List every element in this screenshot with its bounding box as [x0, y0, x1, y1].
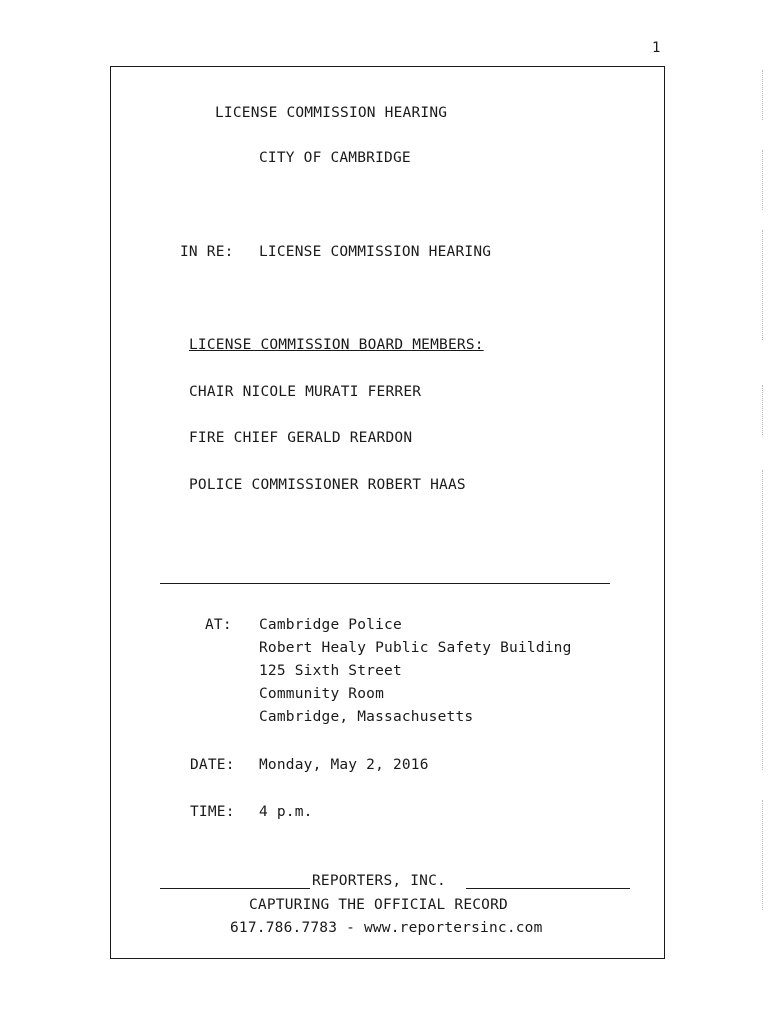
time-label: TIME:	[190, 804, 235, 820]
scan-artifact	[762, 385, 763, 435]
board-member-police-commissioner: POLICE COMMISSIONER ROBERT HAAS	[189, 477, 466, 493]
location-line-4: Community Room	[259, 686, 385, 702]
footer-rule-right	[466, 888, 630, 889]
location-line-3: 125 Sixth Street	[259, 663, 402, 679]
location-line-2: Robert Healy Public Safety Building	[259, 640, 572, 656]
scan-artifact	[762, 150, 763, 210]
footer-rule-left	[160, 888, 310, 889]
reporters-company-name: REPORTERS, INC.	[312, 873, 446, 889]
board-member-fire-chief: FIRE CHIEF GERALD REARDON	[189, 430, 413, 446]
page-number: 1	[652, 40, 661, 56]
section-divider	[160, 583, 610, 584]
board-members-heading: LICENSE COMMISSION BOARD MEMBERS:	[189, 337, 484, 353]
date-value: Monday, May 2, 2016	[259, 757, 429, 773]
in-re-label: IN RE:	[180, 244, 234, 260]
location-line-5: Cambridge, Massachusetts	[259, 709, 474, 725]
city-subtitle: CITY OF CAMBRIDGE	[259, 150, 411, 166]
board-member-chair: CHAIR NICOLE MURATI FERRER	[189, 384, 422, 400]
scan-artifact	[762, 470, 763, 770]
scan-artifact	[762, 70, 763, 120]
reporters-tagline: CAPTURING THE OFFICIAL RECORD	[249, 897, 508, 913]
time-value: 4 p.m.	[259, 804, 313, 820]
transcript-cover-frame	[110, 66, 665, 959]
in-re-value: LICENSE COMMISSION HEARING	[259, 244, 492, 260]
date-label: DATE:	[190, 757, 235, 773]
location-line-1: Cambridge Police	[259, 617, 402, 633]
hearing-title: LICENSE COMMISSION HEARING	[215, 105, 448, 121]
location-label: AT:	[205, 617, 232, 633]
scan-artifact	[762, 230, 763, 340]
reporters-contact: 617.786.7783 - www.reportersinc.com	[230, 920, 543, 936]
scan-artifact	[762, 800, 763, 910]
